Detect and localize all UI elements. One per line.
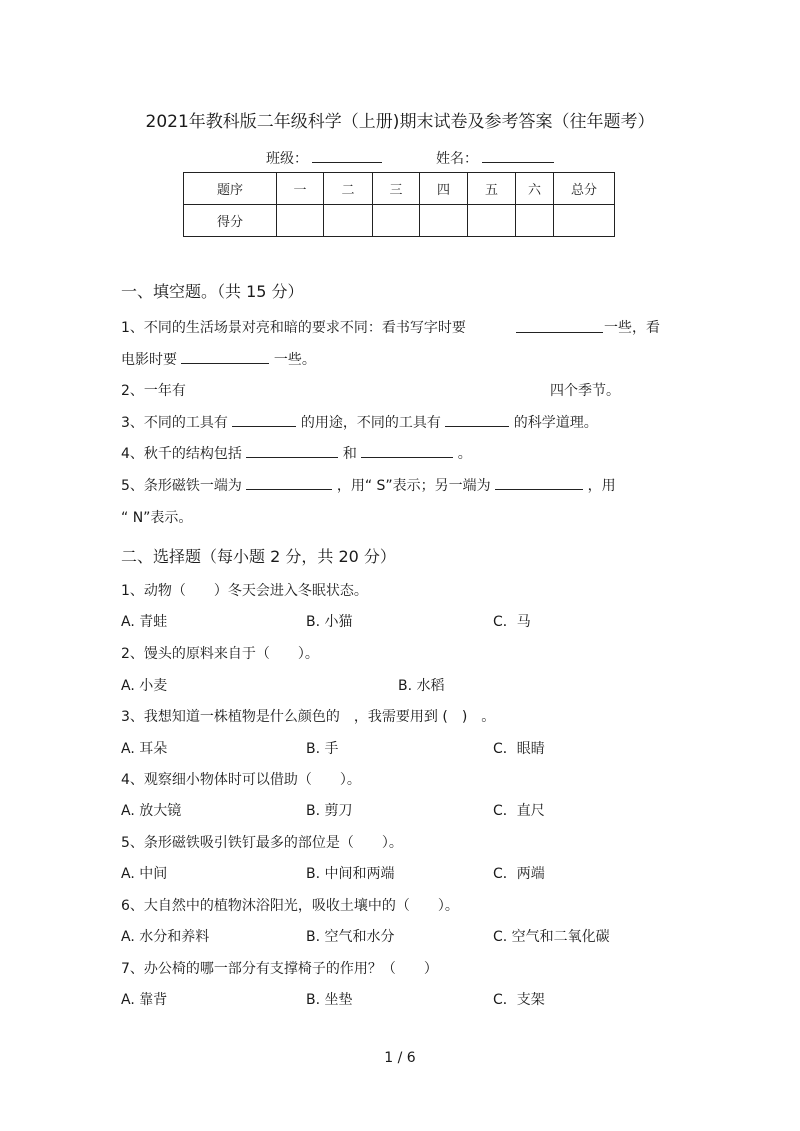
q4-text-a: 4、秋千的结构包括 <box>121 446 242 462</box>
q5-line1 <box>121 475 616 495</box>
mc-option-a: A. 小麦 <box>121 678 168 694</box>
mc-option-b: B. 剪刀 <box>306 803 353 819</box>
q1-line2 <box>121 349 316 369</box>
score-cell <box>554 205 615 237</box>
name-label: 姓名： <box>436 151 478 167</box>
mc-option-a: A. 靠背 <box>121 992 168 1008</box>
q1-blank2 <box>181 349 269 364</box>
score-cell <box>324 205 373 237</box>
page-number: 1 / 6 <box>384 1050 416 1066</box>
mc-option-b: B. 手 <box>306 741 339 757</box>
mc-option-b: B. 坐垫 <box>306 992 353 1008</box>
q4-line <box>121 443 472 463</box>
header-cell: 一 <box>277 173 324 205</box>
score-cell <box>277 205 324 237</box>
mc-option-c: C．直尺 <box>493 803 545 819</box>
mc-option-a: A. 青蛙 <box>121 614 168 630</box>
q5-blank2 <box>495 475 583 490</box>
q2-text-a: 2、一年有 <box>121 383 186 399</box>
score-cell <box>516 205 554 237</box>
section2-heading: 二、选择题（每小题 2 分，共 20 分） <box>121 547 396 566</box>
mc-option-c: C．马 <box>493 614 531 630</box>
mc-option-c: C. 空气和二氧化碳 <box>493 929 610 945</box>
q3-blank1 <box>232 412 296 427</box>
q5-blank1 <box>246 475 332 490</box>
mc-question-stem: 3、我想知道一株植物是什么颜色的 ，我需要用到 ( ) 。 <box>121 709 496 725</box>
q1-blank1 <box>516 318 603 333</box>
q5-text-b: ，用“ S”表示；另一端为 <box>336 478 491 494</box>
q3-text-c: 的科学道理。 <box>513 415 598 431</box>
score-table <box>183 172 615 237</box>
header-cell: 四 <box>420 173 468 205</box>
q1-text-c: 电影时要 <box>121 352 177 368</box>
score-cell <box>420 205 468 237</box>
score-cell <box>468 205 516 237</box>
q3-text-b: 的用途，不同的工具有 <box>300 415 441 431</box>
mc-option-a: A. 耳朵 <box>121 741 168 757</box>
document-title: 2021年教科版二年级科学（上册)期末试卷及参考答案（往年题考） <box>145 112 655 132</box>
header-cell: 三 <box>373 173 420 205</box>
q5-text-c: ，用 <box>587 478 616 494</box>
mc-option-a: A. 水分和养料 <box>121 929 210 945</box>
name-blank <box>482 148 554 163</box>
header-cell: 五 <box>468 173 516 205</box>
q4-text-b: 和 <box>342 446 357 462</box>
q4-blank2 <box>361 443 453 458</box>
header-cell: 二 <box>324 173 373 205</box>
mc-question-stem: 1、动物（ ）冬天会进入冬眠状态。 <box>121 583 368 599</box>
class-blank <box>312 148 382 163</box>
q1-line1 <box>121 317 466 337</box>
header-cell: 六 <box>516 173 554 205</box>
mc-option-c: C．眼睛 <box>493 741 545 757</box>
score-table-header-row <box>184 173 615 205</box>
q5-text-d: “ N”表示。 <box>121 510 193 526</box>
score-cell <box>373 205 420 237</box>
score-table-score-row <box>184 205 615 237</box>
mc-question-stem: 6、大自然中的植物沐浴阳光，吸收土壤中的（ ）。 <box>121 898 459 914</box>
mc-option-b: B. 水稻 <box>398 678 445 694</box>
mc-option-b: B. 小猫 <box>306 614 353 630</box>
q3-blank2 <box>445 412 509 427</box>
class-label: 班级： <box>266 151 308 167</box>
header-cell: 题序 <box>184 173 277 205</box>
mc-question-stem: 5、条形磁铁吸引铁钉最多的部位是（ ）。 <box>121 835 403 851</box>
mc-option-b: B. 空气和水分 <box>306 929 395 945</box>
mc-option-c: C．支架 <box>493 992 545 1008</box>
q3-text-a: 3、不同的工具有 <box>121 415 228 431</box>
q2-text-b: 四个季节。 <box>550 383 620 399</box>
q5-text-a: 5、条形磁铁一端为 <box>121 478 242 494</box>
mc-question-stem: 7、办公椅的哪一部分有支撑椅子的作用？（ ） <box>121 961 438 977</box>
header-cell: 总分 <box>554 173 615 205</box>
name-field <box>436 148 554 168</box>
mc-option-a: A. 放大镜 <box>121 803 182 819</box>
section1-heading: 一、填空题。（共 15 分） <box>121 282 304 301</box>
score-row-label: 得分 <box>184 205 277 237</box>
q4-text-c: 。 <box>457 446 472 462</box>
q1-text-b: 一些，看 <box>604 320 660 336</box>
mc-option-c: C．两端 <box>493 866 545 882</box>
class-field <box>266 148 382 168</box>
q1-text-d: 一些。 <box>273 352 316 368</box>
mc-option-b: B. 中间和两端 <box>306 866 395 882</box>
q3-line <box>121 412 598 432</box>
mc-question-stem: 2、馒头的原料来自于（ ）。 <box>121 646 319 662</box>
q1-text-a: 1、不同的生活场景对亮和暗的要求不同：看书写字时要 <box>121 320 466 336</box>
mc-option-a: A. 中间 <box>121 866 168 882</box>
q4-blank1 <box>246 443 338 458</box>
mc-question-stem: 4、观察细小物体时可以借助（ ）。 <box>121 772 361 788</box>
